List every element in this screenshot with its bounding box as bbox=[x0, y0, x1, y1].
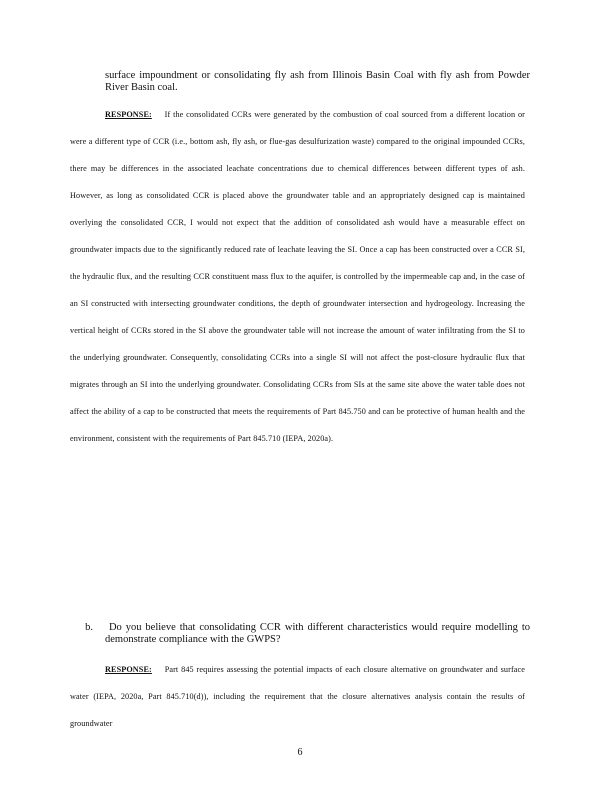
response-label-2: RESPONSE: bbox=[105, 665, 152, 674]
response-paragraph-1 bbox=[70, 101, 525, 452]
response-paragraph-2 bbox=[70, 656, 525, 737]
response-label: RESPONSE: bbox=[105, 110, 152, 119]
response-block-1 bbox=[70, 101, 525, 613]
page-number: 6 bbox=[297, 747, 303, 758]
response-block-2 bbox=[70, 656, 525, 738]
question-b-text: Do you believe that consolidating CCR with different characteristics would require modelling to demonstrate compliance with the GWPS? bbox=[105, 622, 530, 645]
question-b bbox=[85, 622, 530, 646]
response-2-text: Part 845 requires assessing the potential impacts of each closure alternative on groundwater and surface water (IEPA, 2020a, Part 845.710(d)), including the requirement that the closure alternatives analysis contain the results of groundwater bbox=[70, 665, 525, 728]
response-1-text: If the consolidated CCRs were generated by the combustion of coal sourced from a different location or were a different type of CCR (i.e., bottom ash, fly ash, or flue-gas desulfurization waste) compared to the original impounded CCRs, there may be differences in the associated leachate concentrations due to chemical differences between different types of ash. However, as long as consolidated CCR is placed above the groundwater table and an appropriately designed cap is maintained overlying the consolidated CCR, I would not expect that the addition of consolidated ash would have a measurable effect on groundwater impacts due to the significantly reduced rate of leachate leaving the SI. Once a cap has been constructed over a CCR SI, the hydraulic flux, and the resulting CCR constituent mass flux to the aquifer, is controlled by the impermeable cap and, in the case of an SI constructed with intersecting groundwater conditions, the depth of groundwater intersection and hydrogeology. Increasing the vertical height of CCRs stored in the SI above the groundwater table will not increase the amount of water infiltrating from the SI to the underlying groundwater. Consequently, consolidating CCRs into a single SI will not affect the post-closure hydraulic flux that migrates through an SI into the underlying groundwater. Consolidating CCRs from SIs at the same site above the water table does not affect the ability of a cap to be constructed that meets the requirements of Part 845.750 and can be protective of human health and the environment, consistent with the requirements of Part 845.710 (IEPA, 2020a). bbox=[70, 110, 525, 443]
question-b-label: b. bbox=[85, 622, 93, 633]
question-a-continuation: surface impoundment or consolidating fly ash from Illinois Basin Coal with fly ash from Powder River Basin coal. bbox=[105, 70, 530, 93]
